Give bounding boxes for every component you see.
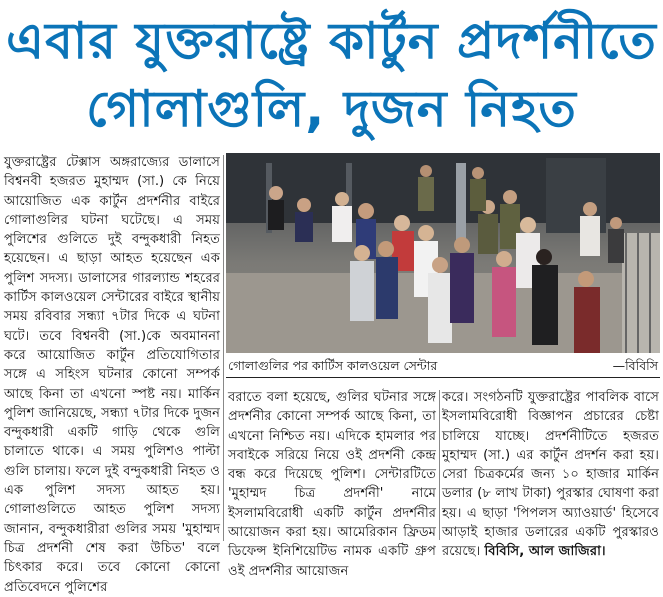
photo-caption: গোলাগুলির পর কার্টিস কালওয়েল সেন্টার bbox=[228, 358, 438, 373]
headline-line-1: এবার যুক্তরাষ্ট্রে কার্টুন প্রদর্শনীতে bbox=[6, 12, 657, 70]
article-column-3-body: করে। সংগঠনটি যুক্তরাষ্ট্রের পাবলিক বাসে ইসলামবিরোধী বিজ্ঞাপন প্রচারের চেষ্টা চালিয়ে যাচ্ছে। প্রদর্শনীটিতে হজরত মুহাম্মদ (সা.) এর কার্টুন প্রদর্শন করা হয়। সেরা চিত্রকর্মের জন্য ১০ হাজার মার্কিন ডলার (৮ লাখ টাকা) পুরস্কার ঘোষণা করা হয়। এ ছাড়া 'পিপলস অ্যাওয়ার্ড' হিসেবে আড়াই হাজার ডলারের একটি পুরস্কারও রয়েছে। bbox=[442, 390, 659, 560]
crowd-photo-illustration bbox=[226, 153, 660, 353]
headline bbox=[0, 0, 663, 150]
article-column-3 bbox=[442, 388, 659, 560]
column-divider bbox=[439, 390, 440, 540]
photo-caption-row bbox=[226, 355, 660, 378]
article-column-2: বরাতে বলা হয়েছে, গুলির ঘটনার সঙ্গে প্রদর্শনীর কোনো সম্পর্ক আছে কিনা, তা এখনো নিশ্চিত নয়। এদিকে হামলার পর সবাইকে সরিয়ে নিয়ে ওই প্রদর্শনী কেন্দ্র বন্ধ করে দিয়েছে পুলিশ। সেন্টারটিতে 'মুহাম্মদ চিত্র প্রদর্শনী' নামে ইসলামবিরোধী একটি কার্টুন প্রদর্শনীর আয়োজন করা হয়। আমেরিকান ফ্রিডম ডিফেন্স ইনিশিয়েটিভ নামক একটি গ্রুপ ওই প্রদর্শনীর আয়োজন bbox=[228, 390, 436, 579]
source-credit: বিবিসি, আল জাজিরা। bbox=[484, 544, 606, 560]
photo-credit: —বিবিসি bbox=[612, 358, 658, 373]
headline-line-2: গোলাগুলি, দুজন নিহত bbox=[86, 80, 577, 138]
news-photo bbox=[226, 153, 660, 353]
article-column-1: যুক্তরাষ্ট্রের টেক্সাস অঙ্গরাজ্যের ডালাসে বিশ্বনবী হজরত মুহাম্মদ (সা.) কে নিয়ে আয়োজিত এক কার্টুন প্রদর্শনীর বাইরে গোলাগুলির ঘটনা ঘটেছে। এ সময় পুলিশের গুলিতে দুই বন্দুকধারী নিহত হয়েছেন। এ ছাড়া আহত হয়েছেন এক পুলিশ সদস্য। ডালাসের গারল্যান্ড শহরের কার্টিস কালওয়েল সেন্টারের বাইরে স্থানীয় সময় রবিবার সন্ধ্যা ৭টার দিকে এ ঘটনা ঘটে। তবে বিশ্বনবী (সা.)কে অবমাননা করে আয়োজিত কার্টুন প্রতিযোগিতার সঙ্গে এ সহিংস ঘটনার কোনো সম্পর্ক আছে কিনা তা এখনো স্পষ্ট নয়। মার্কিন পুলিশ জানিয়েছে, সন্ধ্যা ৭টার দিকে দুজন বন্দুকধারী একটি গাড়ি থেকে গুলি চালাতে থাকে। এ সময় পুলিশও পাল্টা গুলি চালায়। ফলে দুই বন্দুকধারী নিহত ও এক পুলিশ সদস্য আহত হয়। গোলাগুলিতে আহত পুলিশ সদস্য জানান, বন্দুকধারীরা গুলির সময় 'মুহাম্মদ চিত্র প্রদর্শনী শেষ করা উচিত' বলে চিৎকার করে। তবে কোনো কোনো প্রতিবেদনে পুলিশের bbox=[4, 155, 220, 595]
column-divider bbox=[223, 155, 224, 541]
